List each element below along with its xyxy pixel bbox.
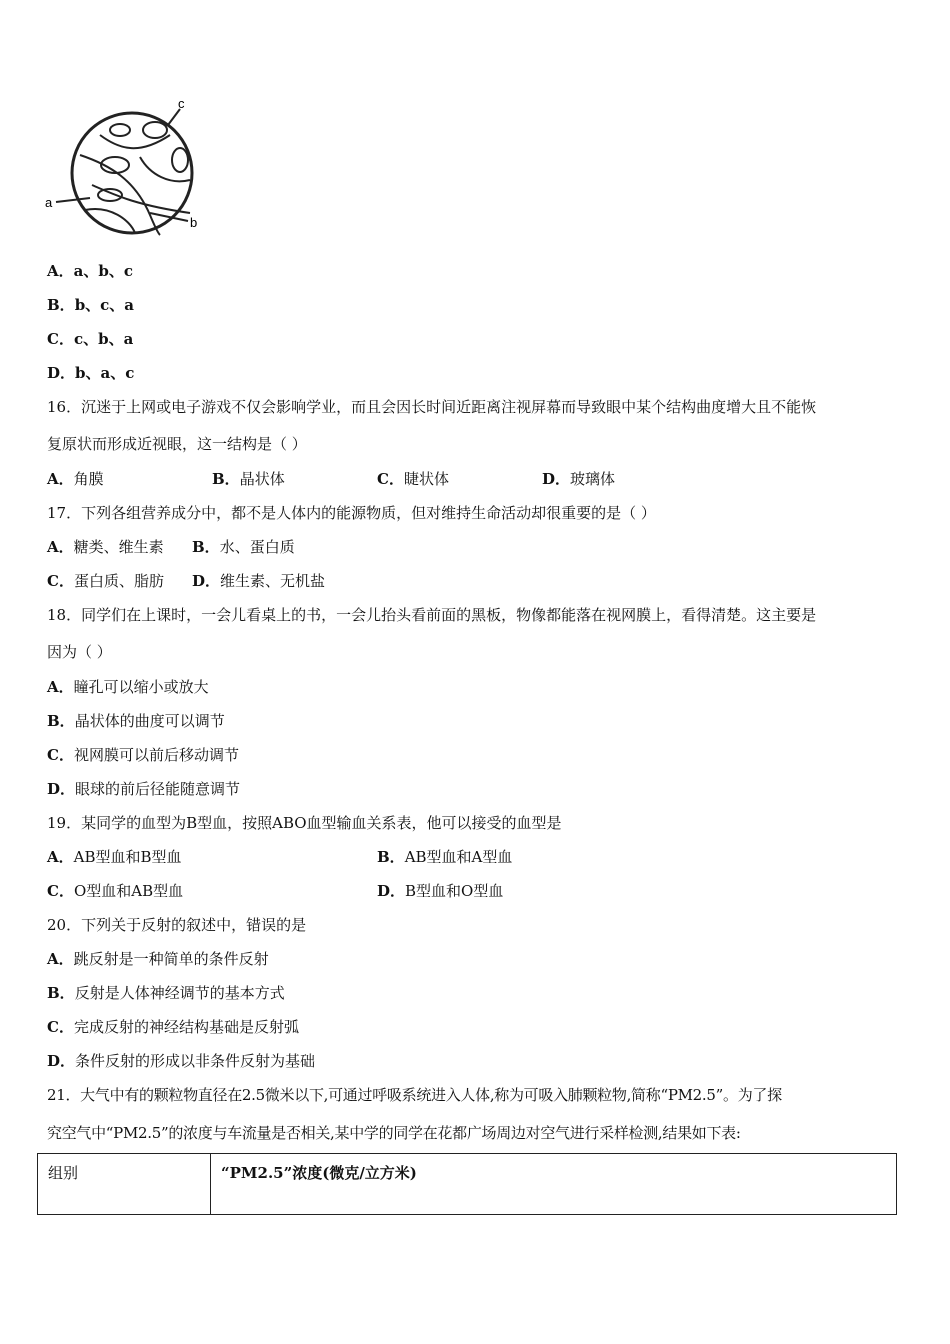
cell-2: [110, 124, 130, 136]
microscope-figure: [40, 95, 210, 245]
option-letter: A．: [47, 678, 74, 696]
option-text: 晶状体的曲度可以调节: [74, 712, 225, 730]
q16-option-d[interactable]: [542, 469, 615, 489]
option-text: 角膜: [73, 470, 104, 488]
q16-option-b[interactable]: [212, 469, 377, 489]
table-header-group: 组别: [38, 1154, 211, 1215]
option-letter: C．: [47, 1018, 74, 1036]
option-letter: A．: [47, 950, 74, 968]
q17-option-a[interactable]: [47, 537, 192, 557]
vessel-branch-3: [140, 157, 190, 181]
option-text: 跳反射是一种简单的条件反射: [73, 950, 269, 968]
q15-option-d[interactable]: [47, 363, 134, 383]
option-text: 维生素、无机盐: [220, 572, 326, 590]
leader-c: [168, 109, 180, 125]
q18-option-c[interactable]: [47, 745, 239, 765]
q16-stem-line2: 复原状而形成近视眼，这一结构是（ ）: [47, 435, 307, 453]
q16-stem-line1: 16．沉迷于上网或电子游戏不仅会影响学业，而且会因长时间近距离注视屏幕而导致眼中某个结构曲度增大且不能恢: [47, 398, 817, 416]
option-letter: A．: [47, 848, 74, 866]
option-text: 眼球的前后径能随意调节: [75, 780, 241, 798]
option-text: 条件反射的形成以非条件反射为基础: [75, 1052, 316, 1070]
table-header-row: [38, 1154, 897, 1215]
option-letter: A．: [47, 262, 74, 280]
option-letter: C．: [377, 470, 404, 488]
label-a: a: [45, 195, 53, 210]
option-text: 瞳孔可以缩小或放大: [73, 678, 209, 696]
option-text: c、b、a: [73, 330, 134, 348]
option-letter: D．: [47, 780, 76, 798]
option-text: a、b、c: [73, 262, 133, 280]
leader-a: [56, 198, 90, 202]
cell-1: [143, 122, 167, 138]
option-text: 蛋白质、脂肪: [73, 572, 164, 590]
option-letter: B．: [377, 848, 405, 866]
option-letter: B．: [212, 470, 240, 488]
option-letter: C．: [47, 572, 74, 590]
option-letter: D．: [377, 882, 406, 900]
q17-stem: 17．下列各组营养成分中，都不是人体内的能源物质，但对维持生命活动却很重要的是（ ）: [47, 504, 656, 522]
q16-options: [47, 469, 615, 489]
option-text: b、c、a: [74, 296, 135, 314]
q21-stem-line1: 21．大气中有的颗粒物直径在2.5微米以下,可通过呼吸系统进入人体,称为可吸入肺颗粒物,简称“PM2.5”。为了探: [47, 1086, 782, 1104]
option-text: 反射是人体神经调节的基本方式: [74, 984, 285, 1002]
table-header-pm25: “PM2.5”浓度(微克/立方米): [211, 1154, 897, 1215]
option-text: 水、蛋白质: [219, 538, 295, 556]
label-c: c: [178, 96, 185, 111]
q18-option-a[interactable]: [47, 677, 209, 697]
option-text: b、a、c: [75, 364, 135, 382]
q17-option-b[interactable]: [192, 537, 295, 557]
q20-option-b[interactable]: [47, 983, 285, 1003]
q18-option-b[interactable]: [47, 711, 225, 731]
q17-option-d[interactable]: [192, 571, 325, 591]
q19-option-b[interactable]: [377, 847, 512, 867]
option-letter: D．: [47, 364, 76, 382]
option-text: 睫状体: [403, 470, 449, 488]
pm25-table: [37, 1153, 897, 1215]
q19-stem: 19．某同学的血型为B型血，按照ABO血型输血关系表，他可以接受的血型是: [47, 814, 562, 832]
option-letter: B．: [47, 712, 75, 730]
option-text: 玻璃体: [570, 470, 616, 488]
option-letter: D．: [192, 572, 221, 590]
option-text: O型血和AB型血: [73, 882, 184, 900]
q15-option-b[interactable]: [47, 295, 134, 315]
q18-option-d[interactable]: [47, 779, 240, 799]
q15-option-a[interactable]: [47, 261, 133, 281]
q17-option-c[interactable]: [47, 571, 192, 591]
q19-option-d[interactable]: [377, 881, 503, 901]
q19-option-a[interactable]: [47, 847, 377, 867]
option-letter: B．: [192, 538, 220, 556]
option-letter: A．: [47, 470, 74, 488]
option-text: 糖类、维生素: [73, 538, 164, 556]
q18-stem-line1: 18．同学们在上课时，一会儿看桌上的书，一会儿抬头看前面的黑板，物像都能落在视网膜上，看得清楚。这主要是: [47, 606, 817, 624]
q16-option-a[interactable]: [47, 469, 212, 489]
option-letter: D．: [47, 1052, 76, 1070]
option-text: AB型血和B型血: [73, 848, 182, 866]
q17-options-row2: [47, 571, 325, 591]
q20-stem: 20．下列关于反射的叙述中，错误的是: [47, 916, 307, 934]
option-text: B型血和O型血: [405, 882, 504, 900]
q19-options-row2: [47, 881, 503, 901]
figure-circle: [72, 113, 192, 233]
q16-option-c[interactable]: [377, 469, 542, 489]
option-text: AB型血和A型血: [404, 848, 513, 866]
q19-options-row1: [47, 847, 512, 867]
option-text: 视网膜可以前后移动调节: [73, 746, 239, 764]
option-text: 完成反射的神经结构基础是反射弧: [73, 1018, 299, 1036]
q18-stem-line2: 因为（ ）: [47, 643, 112, 661]
option-letter: B．: [47, 296, 75, 314]
label-b: b: [190, 215, 198, 230]
q20-option-a[interactable]: [47, 949, 269, 969]
q20-option-c[interactable]: [47, 1017, 299, 1037]
q15-option-c[interactable]: [47, 329, 133, 349]
option-letter: D．: [542, 470, 571, 488]
option-letter: C．: [47, 330, 74, 348]
option-letter: B．: [47, 984, 75, 1002]
q19-option-c[interactable]: [47, 881, 377, 901]
option-letter: C．: [47, 882, 74, 900]
cell-4: [172, 148, 188, 172]
option-text: 晶状体: [239, 470, 285, 488]
option-letter: A．: [47, 538, 74, 556]
q17-options-row1: [47, 537, 295, 557]
option-letter: C．: [47, 746, 74, 764]
q21-stem-line2: 究空气中“PM2.5”的浓度与车流量是否相关,某中学的同学在花都广场周边对空气进行采样检测,结果如下表:: [47, 1124, 741, 1142]
q20-option-d[interactable]: [47, 1051, 315, 1071]
